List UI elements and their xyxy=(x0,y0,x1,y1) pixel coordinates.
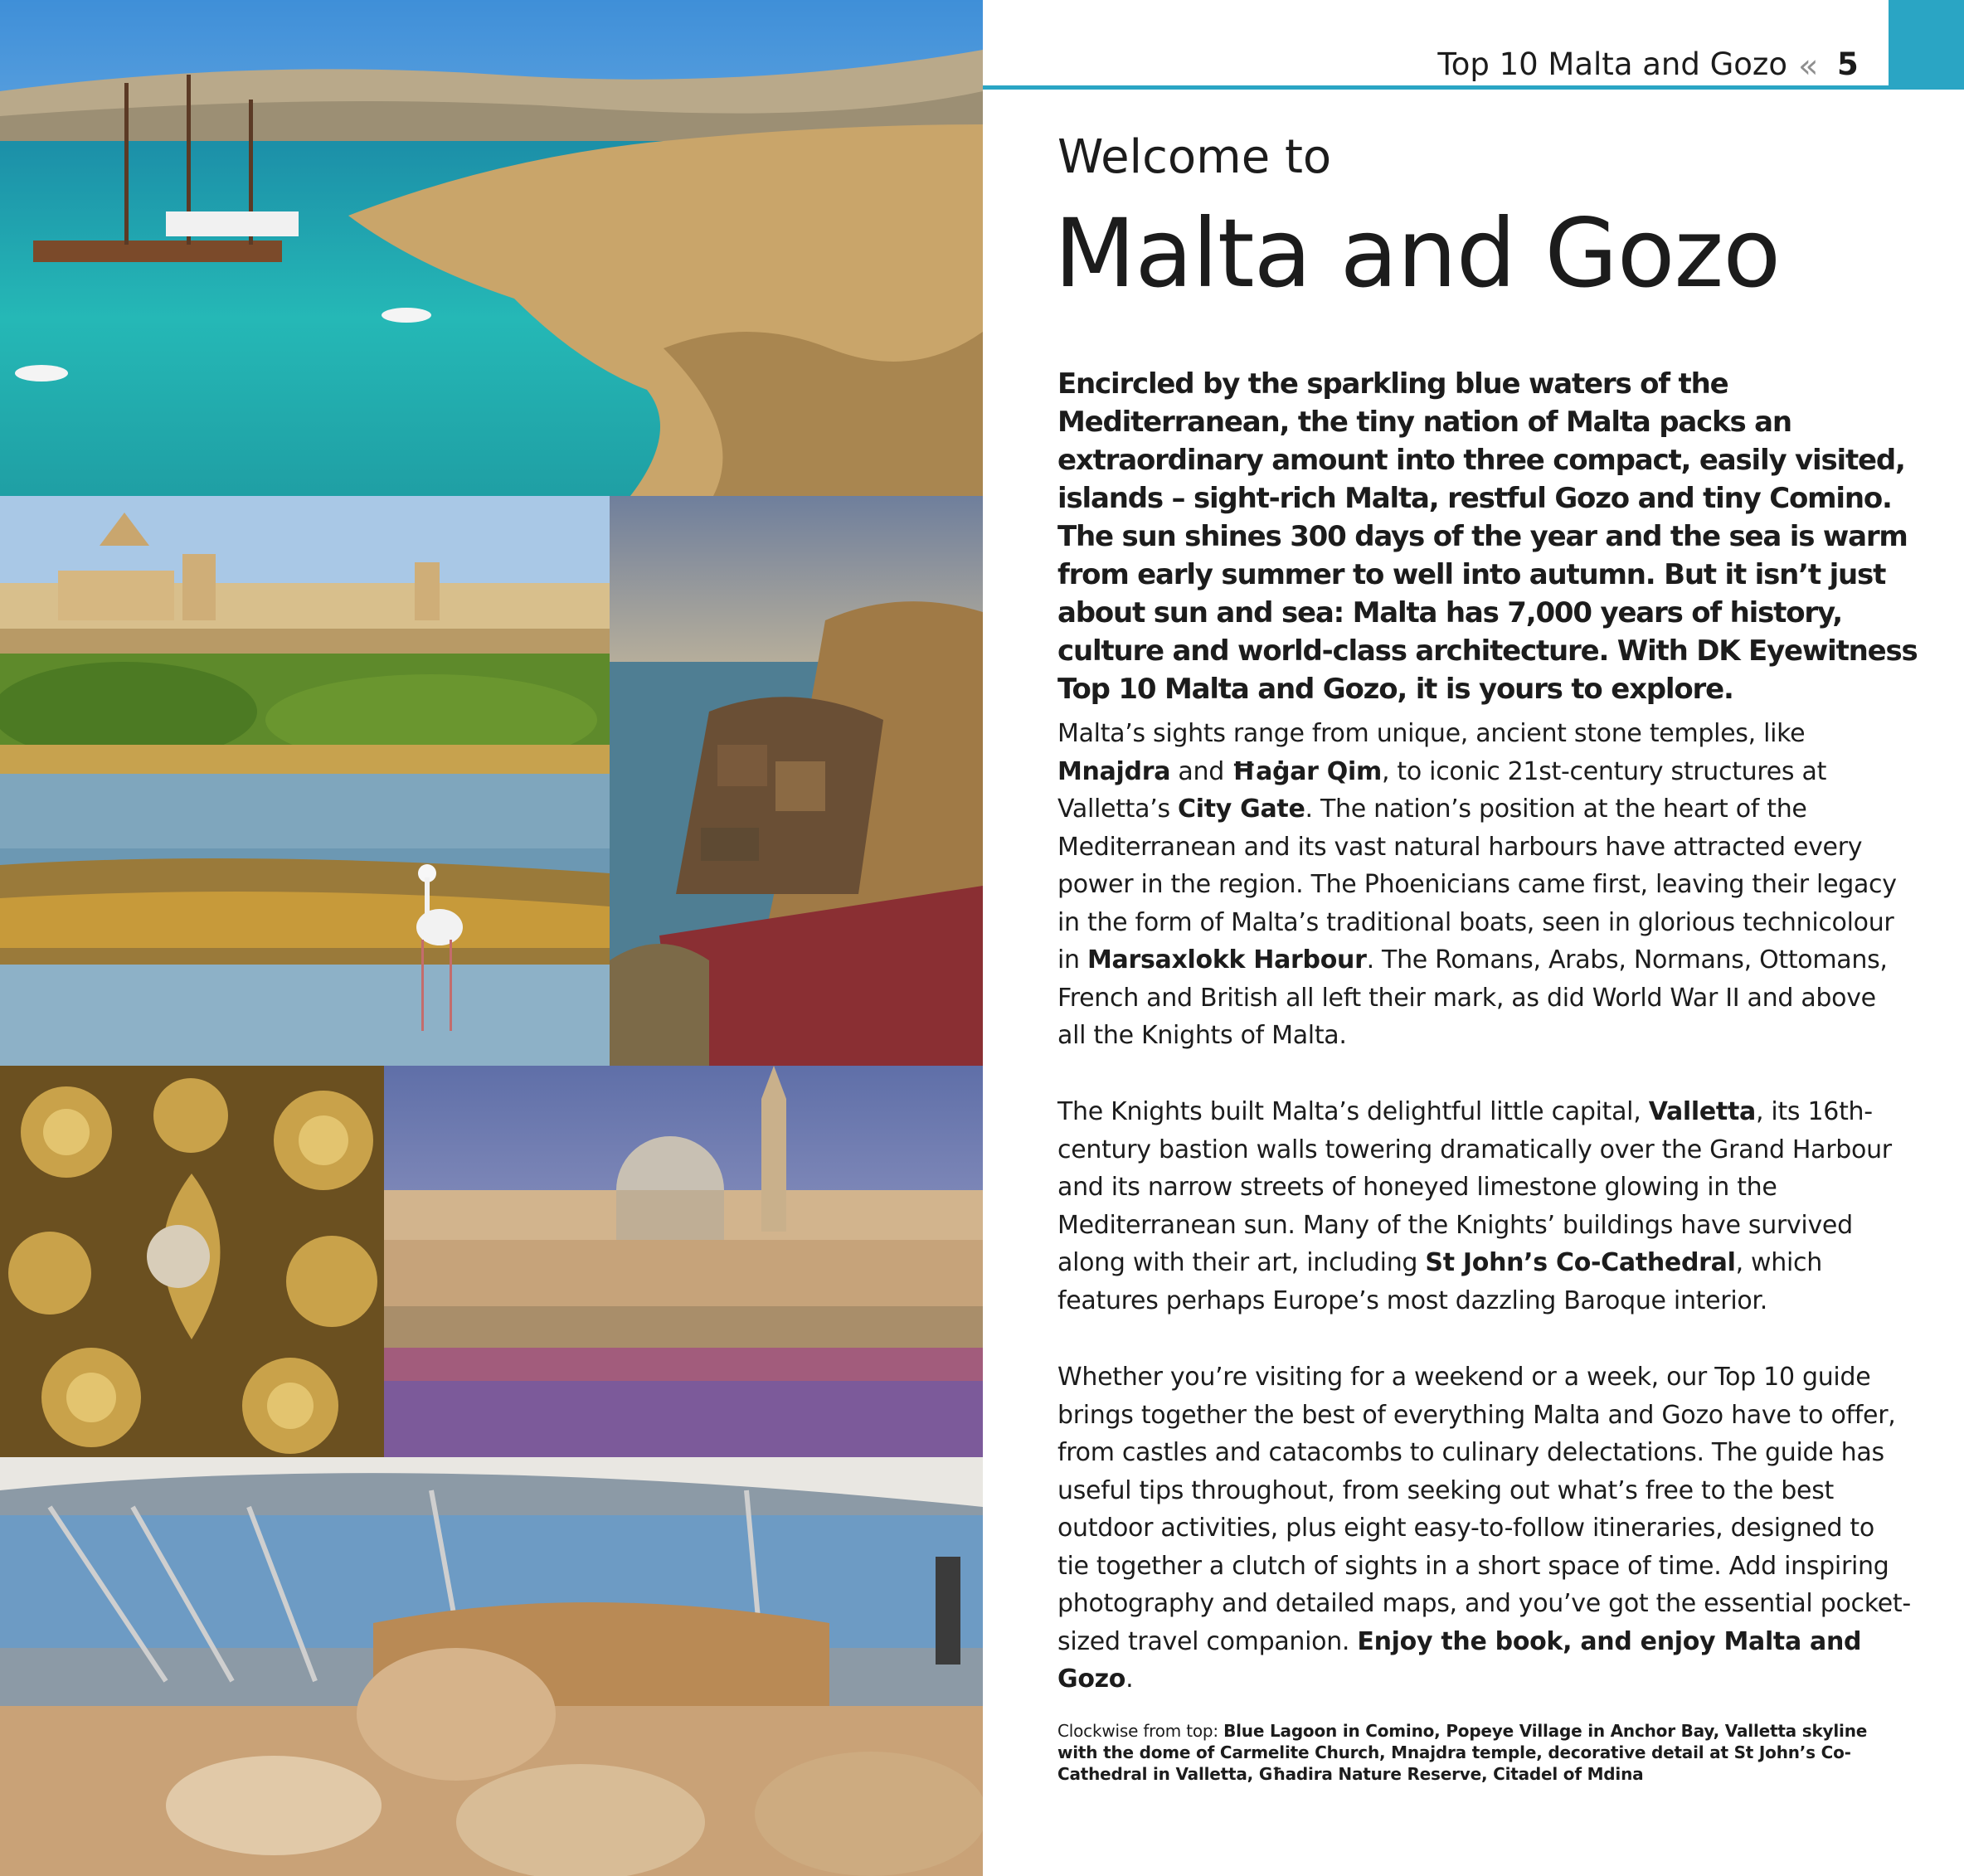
p1-bold-marsaxlokk: Marsaxlokk Harbour xyxy=(1087,945,1367,974)
p1-text-5: . The Romans, Arabs, Normans, Ottomans, French and British all left their mark, as did World War II and above all the Knights of Malta. xyxy=(1057,945,1888,1050)
caption-text: Blue Lagoon in Comino, Popeye Village in Anchor Bay, Valletta skyline with the dome of Carmelite Church, Mnajdra temple, decorative detail at St John’s Co-Cathedral in Valletta, Għadira Nature Reserve, Citadel of Mdina xyxy=(1057,1721,1868,1784)
back-arrows-icon: « xyxy=(1798,47,1819,85)
p1-text-4: . The nation’s position at the heart of the Mediterranean and its vast natural harbours have attracted every power in the region. The Phoenicians came first, leaving their legacy in the form of Malta’s traditional boats, seen in glorious technicolour in xyxy=(1057,795,1897,974)
body-paragraph-2 xyxy=(1057,1093,1912,1320)
header-tab xyxy=(1889,0,1964,90)
photo-ghadira-reserve xyxy=(0,774,610,1066)
p1-text-3: , to iconic 21st-century structures at Valletta’s xyxy=(1057,756,1827,824)
p1-bold-city-gate: City Gate xyxy=(1178,795,1305,824)
caption-label: Clockwise from top: xyxy=(1057,1721,1224,1741)
photo-mnajdra-temple xyxy=(0,1457,983,1876)
p2-bold-valletta: Valletta xyxy=(1648,1097,1756,1126)
p1-bold-mnajdra: Mnajdra xyxy=(1057,756,1171,786)
body-paragraph-1 xyxy=(1057,715,1912,1055)
photo-caption xyxy=(1057,1720,1895,1785)
title-line-2: Malta and Gozo xyxy=(1054,198,1781,309)
p1-bold-hagar-qim: Ħaġar Qim xyxy=(1232,756,1382,786)
p3-text-1: Whether you’re visiting for a weekend or a week, our Top 10 guide brings together the best of everything Malta and Gozo have to offer, from castles and catacombs to culinary delectations. The guide has useful tips throughout, from seeking out what’s free to the best outdoor activities, plus eight easy-to-follow itineraries, designed to tie together a clutch of sights in a short space of time. Add inspiring photography and detailed maps, and you’ve got the essential pocket-sized travel companion. xyxy=(1057,1363,1911,1656)
body-paragraph-3 xyxy=(1057,1358,1912,1699)
p2-bold-co-cathedral: St John’s Co-Cathedral xyxy=(1425,1248,1736,1277)
p2-text-3: , which features perhaps Europe’s most dazzling Baroque interior. xyxy=(1057,1248,1822,1315)
p3-bold-enjoy: Enjoy the book, and enjoy Malta and Gozo xyxy=(1057,1626,1862,1694)
text-page xyxy=(983,0,1964,1876)
page-number: 5 xyxy=(1837,46,1859,82)
lead-paragraph: Encircled by the sparkling blue waters of the Mediterranean, the tiny nation of Malta packs an extraordinary amount into three compact, easily visited, islands – sight-rich Malta, restful Gozo and tiny Comino. The sun shines 300 days of the year and the sea is warm from early summer to well into autumn. But it isn’t just about sun and sea: Malta has 7,000 years of history, culture and world-class architecture. With DK Eyewitness Top 10 Malta and Gozo, it is yours to explore. xyxy=(1057,367,1918,706)
p2-text-1: The Knights built Malta’s delightful little capital, xyxy=(1057,1097,1649,1126)
p1-text-1: Malta’s sights range from unique, ancient stone temples, like xyxy=(1057,719,1806,748)
p1-text-2: and xyxy=(1170,756,1232,786)
photo-blue-lagoon xyxy=(0,0,983,496)
photo-popeye-village xyxy=(610,496,983,1066)
running-title: Top 10 Malta and Gozo xyxy=(1437,46,1787,82)
photo-mdina-citadel xyxy=(0,496,610,774)
photo-valletta-skyline xyxy=(384,1066,983,1457)
p3-text-2: . xyxy=(1125,1665,1134,1694)
photo-cathedral-detail xyxy=(0,1066,384,1457)
title-line-1: Welcome to xyxy=(1057,130,1332,184)
p2-text-2: , its 16th-century bastion walls towering dramatically over the Grand Harbour and its narrow streets of honeyed limestone glowing in the Mediterranean sun. Many of the Knights’ buildings have survived along with their art, including xyxy=(1057,1097,1892,1277)
